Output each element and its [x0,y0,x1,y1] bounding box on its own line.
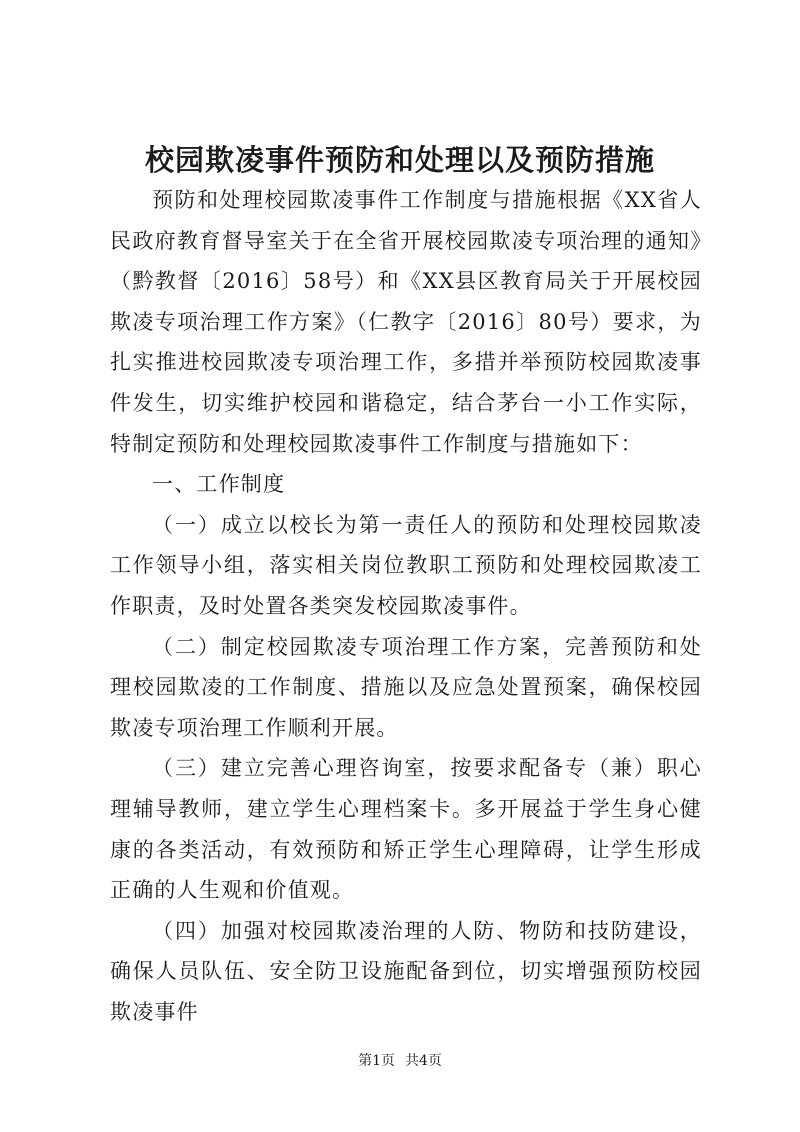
document-title: 校园欺凌事件预防和处理以及预防措施 [144,143,655,177]
page-footer [0,1051,800,1071]
page-number: 第1页 [358,1053,395,1069]
document-body [110,180,702,1032]
paragraph-item-2: （二）制定校园欺凌专项治理工作方案，完善预防和处理校园欺凌的工作制度、措施以及应急处置预案，确保校园欺凌专项治理工作顺利开展。 [110,634,702,740]
paragraph-intro: 预防和处理校园欺凌事件工作制度与措施根据《XX省人民政府教育督导室关于在全省开展校园欺凌专项治理的通知》（黔教督〔2016〕58号）和《XX县区教育局关于开展校园欺凌专项治理工作方案》（仁教字〔2016〕80号）要求，为扎实推进校园欺凌专项治理工作，多措并举预防校园欺凌事件发生，切实维护校园和谐稳定，结合茅台一小工作实际，特制定预防和处理校园欺凌事件工作制度与措施如下： [110,188,702,456]
page-total: 共4页 [405,1053,442,1069]
paragraph-item-4: （四）加强对校园欺凌治理的人防、物防和技防建设，确保人员队伍、安全防卫设施配备到位，切实增强预防校园欺凌事件 [110,918,702,1024]
section-heading-work-system: 一、工作制度 [152,472,286,497]
paragraph-item-1: （一）成立以校长为第一责任人的预防和处理校园欺凌工作领导小组，落实相关岗位教职工预防和处理校园欺凌工作职责，及时处置各类突发校园欺凌事件。 [110,512,702,618]
paragraph-item-3: （三）建立完善心理咨询室，按要求配备专（兼）职心理辅导教师，建立学生心理档案卡。多开展益于学生身心健康的各类活动，有效预防和矫正学生心理障碍，让学生形成正确的人生观和价值观。 [110,756,702,903]
